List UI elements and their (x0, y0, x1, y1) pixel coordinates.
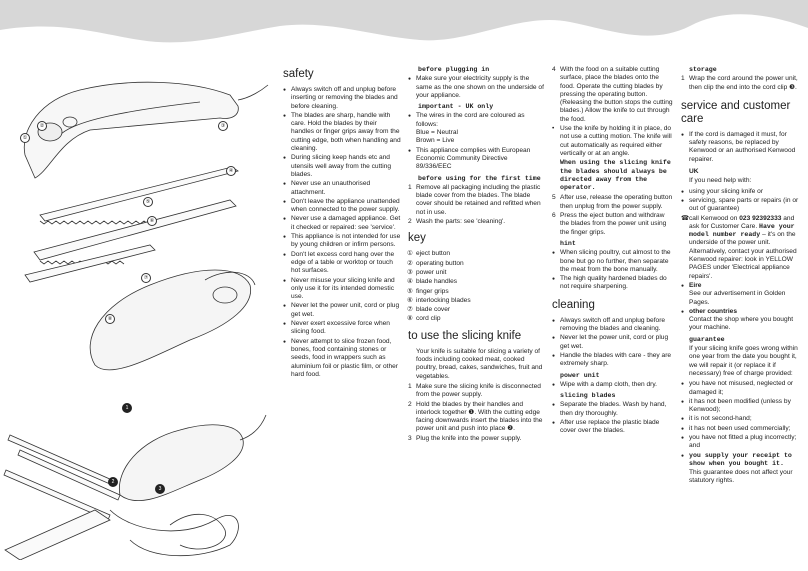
callout-7: ⑦ (141, 273, 151, 283)
list-item: ● you supply your receipt to show when you bought it. (681, 452, 801, 469)
list-item: ● Always switch off and unplug before inserting or removing the blades and before cleaning. (283, 86, 401, 111)
list-item: ● you have not fitted a plug incorrectly; and (681, 434, 801, 451)
important-heading: important - UK only (418, 103, 494, 111)
service-column (681, 66, 801, 488)
wires-intro: The wires in the cord are coloured as follows: (416, 112, 525, 128)
key-item: ① eject button (407, 250, 451, 258)
list-item: ● you have not misused, neglected or damaged it; (681, 380, 801, 397)
list-item: ● Handle the blades with care - they are extremely sharp. (552, 352, 674, 369)
use-heading: to use the slicing knife (408, 329, 522, 342)
list-item: ● Don't let excess cord hang over the edge of a table or worktop or touch hot surfaces. (283, 251, 401, 276)
first-time-heading: before using for the first time (418, 174, 541, 182)
step-item: • Use the knife by holding it in place, do not use a cutting motion. The knife will cut automatically as required either vertically or at an angle. (552, 125, 672, 157)
key-item: ⑦ blade cover (407, 306, 451, 314)
step-item: 1 Make sure the slicing knife is disconnected from the power supply. (408, 382, 541, 399)
step-item: 2 Wash the parts: see 'cleaning'. (408, 218, 506, 226)
list-item: ● During slicing keep hands etc and utensils well away from the cutting blades. (283, 154, 401, 179)
safety-heading: safety (283, 68, 314, 80)
key-list (408, 250, 544, 323)
guarantee-intro: If your slicing knife goes wrong within one year from the date you bought it, we will repair it (or replace it if necessary) free of charge provided: (689, 345, 798, 377)
callout-1: ① (20, 133, 30, 143)
step-item: 5 After use, release the operating button then unplug from the power supply. (552, 194, 673, 210)
list-item: ● If the cord is damaged it must, for safety reasons, be replaced by Kenwood or an authorised Kenwood repairer. (681, 131, 801, 164)
key-item: ② operating button (407, 259, 464, 267)
wire-blue: Blue = Neutral (416, 129, 458, 137)
key-item: ⑤ finger grips (407, 287, 449, 295)
list-item: ● When slicing poultry, cut almost to the bone but go no further, then separate the meat from the bone manually. (552, 249, 674, 274)
phone-icon: ☎ (681, 214, 690, 222)
callout-step-1: 1 (122, 403, 132, 413)
guarantee-heading: guarantee (689, 335, 725, 343)
list-item: ● it has not been used commercially; (681, 425, 801, 433)
list-item: ● servicing, spare parts or repairs (in or out of guarantee) (681, 197, 801, 214)
before-plugging-heading: before plugging in (418, 66, 490, 73)
list-item: ● Don't leave the appliance unattended when connected to the power supply. (283, 198, 401, 215)
phone-number: 023 92392333 (739, 214, 782, 222)
key-item: ④ blade handles (407, 278, 458, 286)
callout-step-2: 2 (108, 477, 118, 487)
wire-brown: Brown = Live (416, 137, 455, 145)
use-cleaning-column (552, 66, 674, 437)
callout-4: ④ (226, 166, 236, 176)
list-item: ● This appliance complies with European Economic Community Directive 89/336/EEC (408, 147, 544, 172)
key-item: ⑧ cord clip (407, 315, 441, 323)
key-item: ③ power unit (407, 268, 447, 276)
step-item: 1 Remove all packaging including the plastic blade cover from the blades. The blade cover should be retained and refitted when not in use. (408, 183, 541, 216)
callout-2: ② (37, 121, 47, 131)
step-item: 3 Plug the knife into the power supply. (408, 434, 522, 442)
warning-text: When using the slicing knife the blades should always be directed away from the operator. (560, 159, 671, 192)
list-item: ● it is not second-hand; (681, 415, 801, 423)
list-item (408, 112, 544, 145)
list-item: ● Make sure your electricity supply is the same as the one shown on the underside of your appliance. (408, 75, 544, 100)
list-item: ● The high quality hardened blades do not require sharpening. (552, 275, 674, 292)
have-model: Have your model number ready (689, 222, 795, 239)
callout-3: ③ (218, 121, 228, 131)
step-item: 2 Hold the blades by their handles and interlock together ❶. With the cutting edge facing downwards insert the blades into the power unit and push into place ❷. (408, 400, 543, 433)
phone-item: ☎ call Kenwood on 023 92392333 and ask for Customer Care. Have your model number ready – it's on the underside of the power unit. Alternatively, contact your authorised Kenwood repairer: look in YELLOW PAGES under 'Electrical appliance repairs'. (681, 214, 797, 280)
uk-heading: UK (689, 168, 699, 176)
list-item: ● other countries Contact the shop where you bought your machine. (681, 308, 801, 333)
service-heading: service and customer care (681, 99, 791, 125)
list-item: ● Eire See our advertisement in Golden Pages. (681, 282, 801, 307)
step-item: 4 With the food on a suitable cutting surface, place the blades onto the food. Operate the cutting blades by pressing the operating button. (Releasing the button stops the cutting blades.) Allow the knife to cut through the food. (552, 66, 673, 123)
key-heading: key (408, 232, 426, 245)
list-item: ● Never let the power unit, cord or plug get wet. (283, 302, 401, 319)
setup-column (408, 66, 544, 444)
callout-8: ⑧ (105, 314, 115, 324)
power-unit-heading: power unit (560, 371, 600, 379)
list-item: ● The blades are sharp, handle with care. Hold the blades by their handles or finger grips away from the cutting edge, both when handling and cleaning. (283, 112, 401, 153)
list-item: ● After use replace the plastic blade cover over the blades. (552, 419, 674, 436)
step-item: 1 Wrap the cord around the power unit, then clip the end into the cord clip ❸. (681, 75, 798, 91)
list-item: ● using your slicing knife or (681, 188, 801, 196)
list-item: ● it has not been modified (unless by Kenwood); (681, 398, 801, 415)
list-item: ● Never let the power unit, cord or plug get wet. (552, 334, 674, 351)
list-item: ● This appliance is not intended for use by young children or infirm persons. (283, 233, 401, 250)
list-item: ● Separate the blades. Wash by hand, then dry thoroughly. (552, 401, 674, 418)
list-item: ● Never exert excessive force when slicing food. (283, 320, 401, 337)
storage-heading: storage (689, 66, 717, 73)
callout-step-3: 3 (155, 484, 165, 494)
use-intro: Your knife is suitable for slicing a variety of foods including cooked meat, cooked poultry, bread, cakes, sandwiches, fruit and vegetables. (416, 347, 543, 380)
callout-6: ⑥ (147, 216, 157, 226)
key-item: ⑥ interlocking blades (407, 296, 471, 304)
list-item: ● Never misuse your slicing knife and only use it for its intended domestic use. (283, 277, 401, 302)
hint-heading: hint (560, 239, 576, 247)
knife-illustration (0, 40, 272, 560)
list-item: ● Never attempt to slice frozen food, bones, food containing stones or seeds, food in wrappers such as aluminium foil or plastic film, or other hard food. (283, 338, 401, 379)
uk-intro: If you need help with: (689, 177, 752, 185)
step-item: 6 Press the eject button and withdraw the blades from the power unit using the finger grips. (552, 212, 667, 236)
list-item: ● Never use a damaged appliance. Get it checked or repaired: see 'service'. (283, 215, 401, 232)
list-item: ● Wipe with a damp cloth, then dry. (552, 381, 674, 389)
list-item: ● Always switch off and unplug before removing the blades and cleaning. (552, 317, 674, 334)
statutory-text: This guarantee does not affect your statutory rights. (689, 469, 793, 485)
list-item: ● Never use an unauthorised attachment. (283, 180, 401, 197)
slicing-blades-heading: slicing blades (560, 392, 616, 400)
safety-column (283, 66, 401, 380)
safety-list (283, 86, 401, 379)
cleaning-heading: cleaning (552, 298, 595, 311)
callout-5: ⑤ (143, 197, 153, 207)
